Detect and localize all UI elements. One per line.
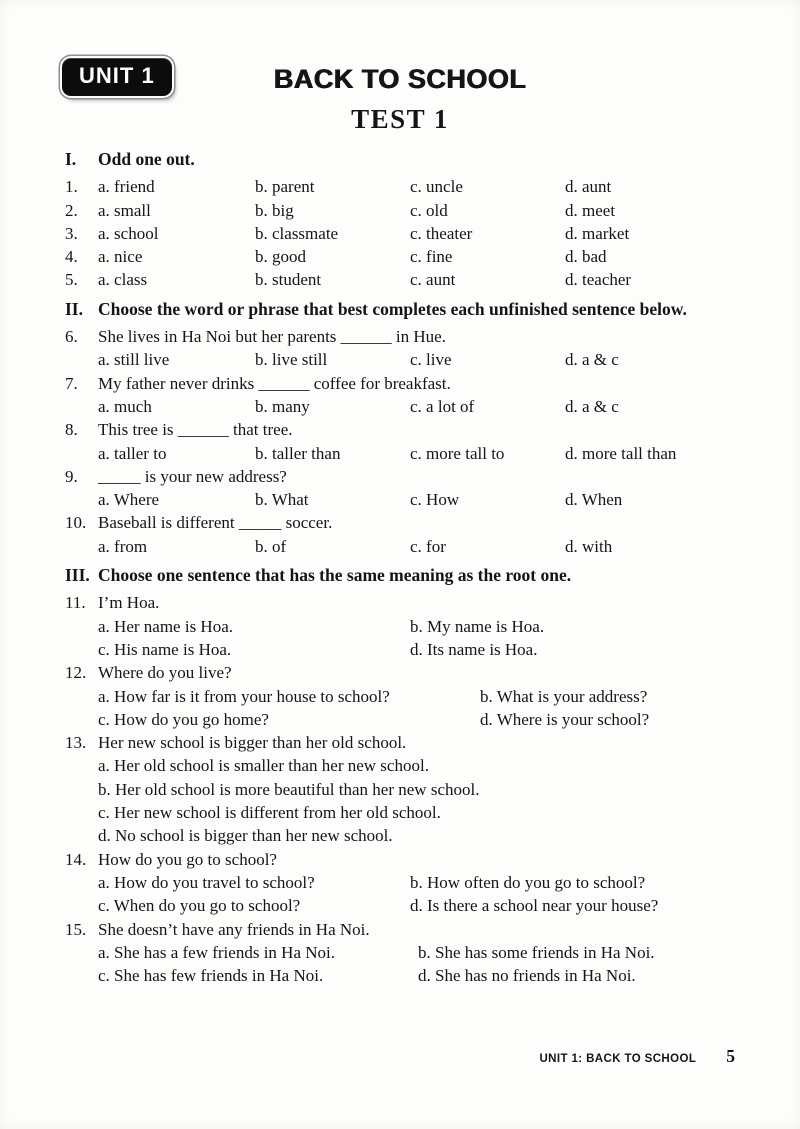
- option: b. My name is Hoa.: [410, 616, 545, 636]
- option: d. She has no friends in Ha Noi.: [418, 966, 636, 986]
- option-row: [98, 894, 737, 917]
- option: d. teacher: [565, 270, 632, 290]
- option: a. still live: [98, 350, 170, 370]
- option-row: [98, 824, 737, 847]
- question: [65, 848, 737, 918]
- option-row: [98, 175, 737, 198]
- option: a. Her old school is smaller than her new school.: [98, 756, 429, 776]
- option: c. more tall to: [410, 443, 505, 463]
- option: b. She has some friends in Ha Noi.: [418, 942, 655, 962]
- option: d. When: [565, 490, 623, 510]
- option: a. friend: [98, 177, 155, 197]
- option-row: [98, 348, 737, 371]
- option: a. nice: [98, 247, 143, 267]
- question-stem: Where do you live?: [98, 663, 232, 683]
- section-title: Choose one sentence that has the same meaning as the root one.: [98, 565, 572, 586]
- question-number: 15.: [65, 919, 87, 939]
- question: [65, 175, 737, 198]
- option: b. Her old school is more beautiful than her new school.: [98, 779, 480, 799]
- question: [65, 731, 737, 847]
- option: d. Its name is Hoa.: [410, 639, 538, 659]
- sections: [65, 148, 737, 987]
- option: d. bad: [565, 247, 607, 267]
- option: c. Her new school is different from her old school.: [98, 803, 441, 823]
- option-row: [98, 964, 737, 987]
- option: d. aunt: [565, 177, 612, 197]
- option: b. What: [255, 490, 309, 510]
- option: b. of: [255, 536, 287, 556]
- question-stem: Baseball is different _____ soccer.: [98, 513, 333, 533]
- option: c. When do you go to school?: [98, 896, 301, 916]
- option: a. much: [98, 396, 152, 416]
- option: a. Her name is Hoa.: [98, 616, 234, 636]
- section-title: Choose the word or phrase that best completes each unfinished sentence below.: [98, 298, 687, 319]
- section-numeral: I.: [65, 149, 77, 169]
- question-number: 5.: [65, 270, 78, 290]
- option: a. class: [98, 270, 148, 290]
- question-number: 6.: [65, 327, 78, 347]
- page-title: BACK TO SCHOOL: [273, 64, 527, 94]
- question-stem: She doesn’t have any friends in Ha Noi.: [98, 919, 370, 939]
- question-number: 1.: [65, 177, 78, 197]
- option: d. with: [565, 536, 613, 556]
- option: b. How often do you go to school?: [410, 872, 646, 892]
- section-heading: [65, 298, 737, 321]
- question: [65, 325, 737, 372]
- option: c. She has few friends in Ha Noi.: [98, 966, 324, 986]
- option: a. Where: [98, 490, 160, 510]
- footer-page-number: 5: [726, 1046, 735, 1066]
- question-number: 7.: [65, 373, 78, 393]
- option: a. small: [98, 200, 151, 220]
- option-row: [98, 488, 737, 511]
- question: [65, 511, 737, 558]
- section: [65, 148, 737, 292]
- question: [65, 199, 737, 222]
- option: d. Where is your school?: [480, 709, 650, 729]
- question: [65, 465, 737, 512]
- question-number: 13.: [65, 733, 87, 753]
- question-number: 8.: [65, 420, 78, 440]
- option: d. No school is bigger than her new school.: [98, 826, 393, 846]
- question: [65, 918, 737, 988]
- question-number: 2.: [65, 200, 78, 220]
- option: c. aunt: [410, 270, 456, 290]
- question-number: 11.: [65, 593, 86, 613]
- option: c. a lot of: [410, 396, 475, 416]
- option: b. student: [255, 270, 322, 290]
- footer-text: UNIT 1: BACK TO SCHOOL: [539, 1053, 697, 1065]
- option: a. How far is it from your house to school?: [98, 686, 390, 706]
- option-row: [98, 685, 737, 708]
- option-row: [98, 535, 737, 558]
- option: c. His name is Hoa.: [98, 639, 232, 659]
- option: a. taller to: [98, 443, 167, 463]
- question: [65, 245, 737, 268]
- footer: [65, 1046, 735, 1067]
- option-row: [98, 941, 737, 964]
- section-heading: [65, 564, 737, 587]
- option-row: [98, 199, 737, 222]
- section: [65, 298, 737, 558]
- option: c. live: [410, 350, 452, 370]
- option: a. How do you travel to school?: [98, 872, 315, 892]
- option: c. old: [410, 200, 448, 220]
- question: [65, 222, 737, 245]
- option: d. market: [565, 223, 630, 243]
- unit-badge: UNIT 1: [62, 58, 172, 96]
- question-stem: _____ is your new address?: [98, 466, 287, 486]
- option: d. more tall than: [565, 443, 677, 463]
- question-stem: This tree is ______ that tree.: [98, 420, 293, 440]
- question: [65, 268, 737, 291]
- question-number: 12.: [65, 663, 87, 683]
- option: a. She has a few friends in Ha Noi.: [98, 942, 335, 962]
- option-row: [98, 754, 737, 777]
- option: b. parent: [255, 177, 315, 197]
- option: d. a & c: [565, 396, 619, 416]
- question-stem: My father never drinks ______ coffee for breakfast.: [98, 373, 451, 393]
- option-row: [98, 615, 737, 638]
- option: b. many: [255, 396, 310, 416]
- question: [65, 661, 737, 731]
- option: d. meet: [565, 200, 616, 220]
- option: a. from: [98, 536, 148, 556]
- option: b. good: [255, 247, 306, 267]
- option: a. school: [98, 223, 159, 243]
- option: c. theater: [410, 223, 473, 243]
- option: c. How: [410, 490, 460, 510]
- question-number: 3.: [65, 223, 78, 243]
- option: d. a & c: [565, 350, 619, 370]
- option-row: [98, 222, 737, 245]
- option-row: [98, 778, 737, 801]
- option: d. Is there a school near your house?: [410, 896, 659, 916]
- option: b. big: [255, 200, 294, 220]
- question-number: 4.: [65, 247, 78, 267]
- question: [65, 418, 737, 465]
- question: [65, 372, 737, 419]
- option-row: [98, 708, 737, 731]
- question-stem: How do you go to school?: [98, 849, 277, 869]
- option-row: [98, 442, 737, 465]
- option-row: [98, 268, 737, 291]
- question-number: 14.: [65, 849, 87, 869]
- option: b. classmate: [255, 223, 339, 243]
- section-numeral: II.: [65, 298, 83, 319]
- option-row: [98, 395, 737, 418]
- question-stem: Her new school is bigger than her old school.: [98, 733, 407, 753]
- question-stem: I’m Hoa.: [98, 593, 160, 613]
- section-title: Odd one out.: [98, 149, 195, 169]
- option: b. What is your address?: [480, 686, 648, 706]
- question: [65, 591, 737, 661]
- option-row: [98, 801, 737, 824]
- section-numeral: III.: [65, 565, 90, 586]
- option: b. taller than: [255, 443, 341, 463]
- test-title: TEST 1: [351, 104, 449, 134]
- question-stem: She lives in Ha Noi but her parents ______ in Hue.: [98, 327, 446, 347]
- section: [65, 564, 737, 987]
- option-row: [98, 638, 737, 661]
- option: c. for: [410, 536, 446, 556]
- option: c. uncle: [410, 177, 463, 197]
- option-row: [98, 871, 737, 894]
- question-number: 10.: [65, 513, 87, 533]
- option: b. live still: [255, 350, 328, 370]
- question-number: 9.: [65, 466, 78, 486]
- option-row: [98, 245, 737, 268]
- option: c. fine: [410, 247, 453, 267]
- option: c. How do you go home?: [98, 709, 269, 729]
- section-heading: [65, 148, 737, 171]
